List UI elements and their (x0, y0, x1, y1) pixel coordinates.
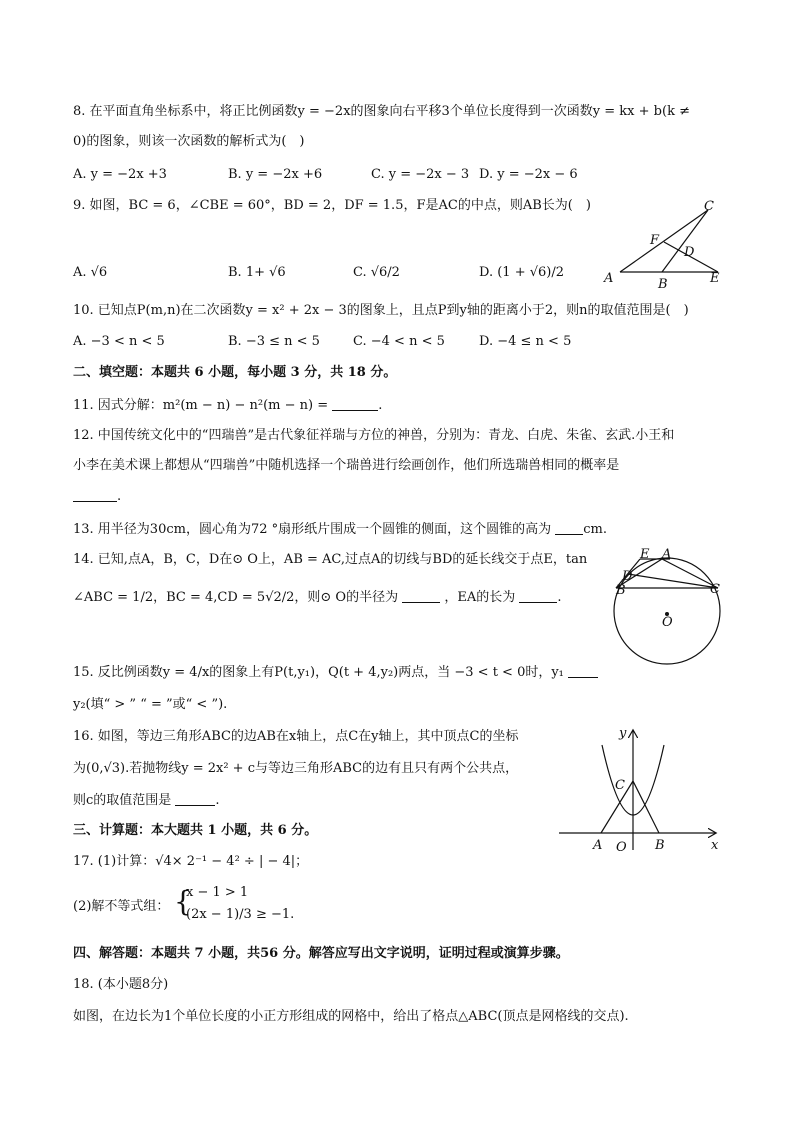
q9-option-c: C. √6/2 (353, 265, 400, 280)
q11-answer-blank[interactable] (332, 396, 378, 411)
q13-line (73, 520, 607, 539)
q15-line1 (73, 663, 598, 682)
q16-answer-blank[interactable] (175, 791, 215, 806)
q9-label-a: A (604, 271, 614, 286)
q8-option-d: D. y = −2x − 6 (479, 167, 578, 182)
q11-end: . (378, 398, 383, 413)
q12-line1: 12. 中国传统文化中的“四瑞兽”是古代象征祥瑞与方位的神兽，分别为：青龙、白虎、朱雀、玄武.小王和 (73, 428, 675, 443)
q9-label-b: B (658, 277, 668, 290)
section-fill-in-heading: 二、填空题：本题共 6 小题，每小题 3 分，共 18 分。 (73, 365, 397, 380)
q14-label-o: O (662, 615, 673, 630)
q15-line1a: 15. 反比例函数y = 4/x的图象上有P(t,y₁)，Q(t + 4,y₂)两点，当 −3 < t < 0时，y₁ (73, 665, 564, 680)
q13-end: cm. (583, 522, 608, 537)
q14-line1: 14. 已知,点A，B，C，D在⊙ O上，AB = AC,过点A的切线与BD的延长线交于点E，tan (73, 552, 588, 567)
q9-option-a: A. √6 (73, 265, 108, 280)
q11-line (73, 396, 382, 415)
q16-label-b: B (655, 838, 665, 853)
q13-answer-blank[interactable] (555, 520, 583, 535)
q16-label-x: x (711, 838, 719, 853)
q16-label-a: A (593, 838, 603, 853)
section-calc-heading: 三、计算题：本大题共 1 小题，共 6 分。 (73, 823, 318, 838)
q18-title: 18. (本小题8分) (73, 977, 169, 992)
q17-system-line2-text: (2x − 1)/3 ≥ −1 (186, 907, 291, 922)
q17-part1: 17. (1)计算：√4× 2⁻¹ − 4² ÷ | − 4|； (73, 854, 309, 869)
q8-option-a: A. y = −2x +3 (73, 167, 167, 182)
q15-line2: y₂(填“ > ” “ = ”或“ < ”). (73, 697, 228, 712)
q8-option-c: C. y = −2x − 3 (371, 167, 470, 182)
q14-line2b: ，EA的长为 (444, 590, 516, 605)
q14-figure (606, 548, 736, 668)
q14-label-e: E (640, 548, 650, 562)
q12-answer-blank[interactable] (73, 487, 117, 502)
q9-label-d: D (684, 245, 695, 260)
q16-line3 (73, 791, 220, 810)
q11-stem: 11. 因式分解：m²(m − n) − n²(m − n) = (73, 398, 329, 413)
q9-label-c: C (704, 199, 714, 214)
q8-option-b: B. y = −2x +6 (228, 167, 323, 182)
q14-label-d: D (622, 569, 633, 584)
q10-option-b: B. −3 ≤ n < 5 (228, 334, 320, 349)
q16-label-c: C (615, 778, 625, 793)
q9-option-d: D. (1 + √6)/2 (479, 265, 565, 280)
q12-end: . (117, 489, 122, 504)
q8-line1: 8. 在平面直角坐标系中，将正比例函数y = −2x的图象向右平移3个单位长度得到一次函数y = kx + b(k ≠ (73, 104, 690, 119)
q16-line3-text: 则c的取值范围是 (73, 793, 172, 808)
q14-end: . (557, 590, 562, 605)
q16-label-y: y (619, 726, 627, 741)
q12-line2: 小李在美术课上都想从“四瑞兽”中随机选择一个瑞兽进行绘画创作，他们所选瑞兽相同的概率是 (73, 458, 620, 473)
q14-radius-blank[interactable] (402, 588, 440, 603)
q16-label-o: O (616, 840, 627, 855)
q16-figure (555, 725, 725, 855)
q18-text: 如图，在边长为1个单位长度的小正方形组成的网格中，给出了格点△ABC(顶点是网格线的交点). (73, 1009, 629, 1024)
q8-options (73, 166, 713, 184)
q17-system-line2 (186, 906, 294, 924)
q14-ea-blank[interactable] (519, 588, 557, 603)
q17-end: . (290, 907, 295, 922)
section-answer-heading: 四、解答题：本题共 7 小题，共56 分。解答应写出文字说明，证明过程或演算步骤。 (73, 946, 569, 961)
q9-option-b: B. 1+ √6 (228, 265, 286, 280)
q16-line2: 为(0,√3).若抛物线y = 2x² + c与等边三角形ABC的边有且只有两个公共点， (73, 761, 519, 776)
q16-end: . (215, 793, 220, 808)
q9-figure (600, 196, 730, 290)
q12-line3 (73, 487, 121, 506)
q9-label-e: E (710, 271, 720, 286)
q14-label-a: A (662, 548, 672, 562)
q9-stem: 9. 如图，BC = 6，∠CBE = 60°，BD = 2，DF = 1.5，F是AC的中点，则AB长为( ) (73, 198, 591, 213)
q14-line2a: ∠ABC = 1/2，BC = 4,CD = 5√2/2，则⊙ O的半径为 (73, 590, 399, 605)
q10-option-d: D. −4 ≤ n < 5 (479, 334, 572, 349)
q14-label-b: B (616, 583, 626, 598)
q9-options (73, 264, 593, 288)
q10-stem: 10. 已知点P(m,n)在二次函数y = x² + 2x − 3的图象上，且点P到y轴的距离小于2，则n的取值范围是( ) (73, 303, 689, 318)
q10-option-c: C. −4 < n < 5 (353, 334, 445, 349)
q17-system-line1: x − 1 > 1 (186, 885, 249, 900)
q15-answer-blank[interactable] (568, 663, 598, 678)
q16-line1: 16. 如图，等边三角形ABC的边AB在x轴上，点C在y轴上，其中顶点C的坐标 (73, 729, 519, 744)
q14-label-c: C (710, 582, 720, 597)
q9-label-f: F (650, 233, 660, 248)
q17-part2-label: (2)解不等式组： (73, 899, 170, 914)
q10-options (73, 333, 593, 351)
q13-stem: 13. 用半径为30cm，圆心角为72 °扇形纸片围成一个圆锥的侧面，这个圆锥的高为 (73, 522, 552, 537)
q10-option-a: A. −3 < n < 5 (73, 334, 165, 349)
q8-line2: 0)的图象，则该一次函数的解析式为( ) (73, 134, 305, 149)
q14-line2 (73, 588, 562, 607)
q17-system-brace: { (174, 885, 192, 918)
